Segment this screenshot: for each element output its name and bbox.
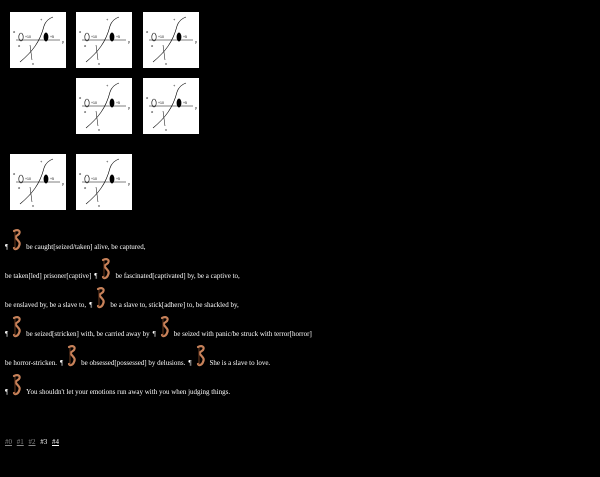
svg-text:+10: +10 [91, 101, 97, 105]
svg-text:+10: +10 [91, 177, 97, 181]
svg-text:x: x [98, 203, 100, 208]
svg-text:+: + [173, 17, 176, 22]
svg-text:+: + [106, 83, 109, 88]
svg-text:x: x [98, 127, 100, 132]
kanji-glyph-icon [12, 373, 22, 397]
pilcrow: ¶ [188, 359, 192, 367]
svg-text:+10: +10 [25, 177, 31, 181]
svg-text:o: o [13, 29, 16, 34]
svg-text:+5: +5 [116, 101, 120, 105]
svg-text:o: o [79, 29, 82, 34]
svg-text:+10: +10 [91, 35, 97, 39]
thumbnail-2[interactable] [76, 12, 132, 68]
kanji-glyph-icon [12, 315, 22, 339]
svg-text:x: x [98, 61, 100, 66]
svg-text:y: y [195, 105, 197, 110]
svg-text:+: + [173, 83, 176, 88]
text-line-2 [5, 257, 240, 281]
text-line-1 [5, 228, 146, 252]
nav-link-2[interactable]: #2 [28, 438, 36, 446]
svg-text:y: y [128, 105, 130, 110]
svg-text:o: o [151, 109, 154, 114]
pilcrow: ¶ [94, 272, 98, 280]
thumbnail-1[interactable] [10, 12, 66, 68]
svg-text:x: x [32, 61, 34, 66]
svg-text:+10: +10 [25, 35, 31, 39]
svg-text:+: + [40, 17, 43, 22]
kanji-glyph-icon [101, 257, 111, 281]
svg-text:y: y [62, 39, 64, 44]
kanji-glyph-icon [67, 344, 77, 368]
svg-text:o: o [79, 171, 82, 176]
line-text: She is a slave to love. [209, 359, 271, 367]
line-text: be enslaved by, be a slave to, [5, 301, 87, 309]
text-line-5 [5, 344, 270, 368]
thumbnail-3[interactable] [143, 12, 199, 68]
svg-text:+: + [106, 17, 109, 22]
nav-link-0[interactable]: #0 [5, 438, 12, 446]
svg-text:o: o [79, 95, 82, 100]
pilcrow: ¶ [5, 388, 9, 396]
svg-text:o: o [84, 109, 87, 114]
line-text: be a slave to, stick[adhere] to, be shackled by, [110, 301, 239, 309]
kanji-glyph-icon [160, 315, 170, 339]
pilcrow: ¶ [5, 243, 9, 251]
kanji-glyph-icon [12, 228, 22, 252]
svg-text:y: y [128, 181, 130, 186]
line-text: be seized with panic/be struck with terror[horror] [173, 330, 312, 338]
line-text: be seized[stricken] with, be carried away by [26, 330, 150, 338]
svg-text:y: y [195, 39, 197, 44]
line-text: be taken[led] prisoner[captive] [5, 272, 92, 280]
pilcrow: ¶ [5, 330, 9, 338]
thumbnail-6[interactable] [10, 154, 66, 210]
svg-text:y: y [62, 181, 64, 186]
svg-text:o: o [151, 43, 154, 48]
text-line-3 [5, 286, 239, 310]
page-navigation [5, 438, 62, 446]
svg-text:o: o [13, 171, 16, 176]
svg-text:o: o [146, 95, 149, 100]
thumbnail-4[interactable] [76, 78, 132, 134]
nav-link-next[interactable]: #4 [52, 438, 59, 446]
svg-text:+5: +5 [50, 177, 54, 181]
svg-text:+10: +10 [158, 101, 164, 105]
svg-text:y: y [128, 39, 130, 44]
svg-text:o: o [18, 43, 21, 48]
nav-link-1[interactable]: #1 [16, 438, 24, 446]
pilcrow: ¶ [152, 330, 156, 338]
line-text: be obsessed[possessed] by delusions. [81, 359, 186, 367]
line-text: be caught[seized/taken] alive, be captured, [26, 243, 146, 251]
line-text: You shouldn't let your emotions run away with you when judging things. [26, 388, 231, 396]
svg-text:+5: +5 [183, 101, 187, 105]
svg-text:+5: +5 [183, 35, 187, 39]
svg-text:+5: +5 [116, 177, 120, 181]
thumbnail-7[interactable] [76, 154, 132, 210]
pilcrow: ¶ [59, 359, 64, 367]
svg-text:+10: +10 [158, 35, 164, 39]
text-line-4 [5, 315, 312, 339]
line-text: be fascinated[captivated] by, be a captive to, [115, 272, 240, 280]
svg-text:x: x [165, 61, 167, 66]
line-text: be horror-stricken. [5, 359, 57, 367]
svg-text:+5: +5 [50, 35, 54, 39]
kanji-glyph-icon [196, 344, 206, 368]
nav-current: #3 [40, 438, 48, 446]
svg-text:x: x [165, 127, 167, 132]
svg-text:+: + [40, 159, 43, 164]
svg-text:x: x [32, 203, 34, 208]
pilcrow: ¶ [89, 301, 93, 309]
svg-text:o: o [146, 29, 149, 34]
svg-text:o: o [18, 185, 21, 190]
thumbnail-5[interactable] [143, 78, 199, 134]
kanji-glyph-icon [96, 286, 106, 310]
svg-text:+5: +5 [116, 35, 120, 39]
svg-text:o: o [84, 185, 87, 190]
text-line-6 [5, 373, 230, 397]
svg-text:+: + [106, 159, 109, 164]
svg-text:o: o [84, 43, 87, 48]
